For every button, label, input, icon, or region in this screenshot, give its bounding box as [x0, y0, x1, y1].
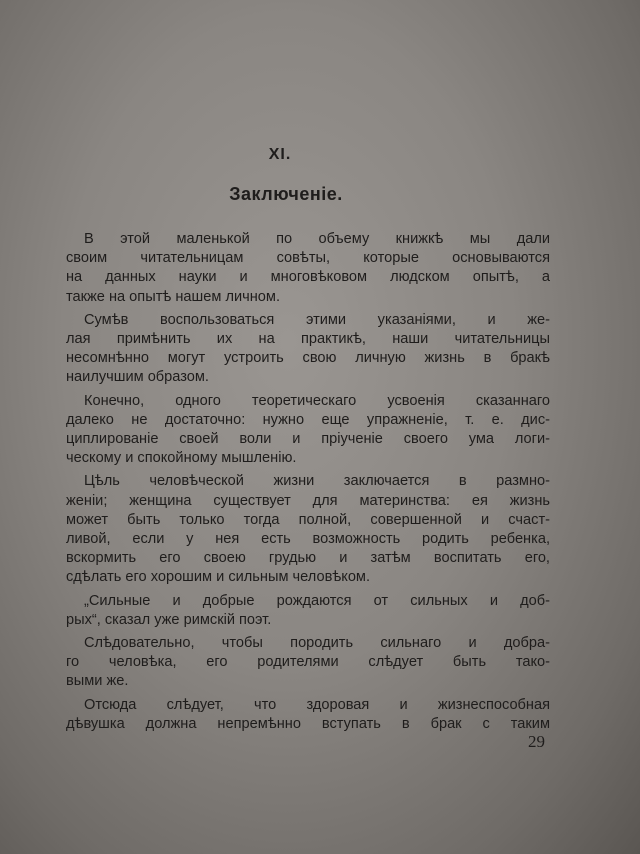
text-line: Конечно, одного теоретическаго усвоенiя сказаннаго: [84, 392, 550, 409]
body-text: [66, 230, 550, 738]
text-line: рых“, сказал уже римскiй поэт.: [66, 611, 272, 628]
text-line: наилучшим образом.: [66, 369, 209, 386]
text-line: ливой, если у нея есть возможность родить ребенка,: [66, 531, 550, 548]
chapter-title: Заключенiе.: [229, 184, 343, 204]
text-line: также на опытѣ нашем личном.: [66, 288, 280, 305]
paragraph: [66, 311, 550, 388]
text-line: вскормить его своею грудью и затѣм воспитать его,: [66, 550, 550, 567]
paragraph: [66, 634, 550, 692]
text-line: сдѣлать его хорошим и сильным человѣком.: [66, 569, 371, 586]
chapter-number: XI.: [268, 146, 292, 163]
paragraph: [66, 696, 550, 734]
text-line: Слѣдовательно, чтобы породить сильнаго и добра-: [84, 635, 550, 652]
paragraph: [66, 472, 550, 587]
text-line: циплированiе своей воли и прiученiе своего ума логи-: [66, 431, 550, 448]
text-line: на данных науки и многовѣковом людском опытѣ, а: [66, 269, 550, 286]
text-line: женiи; женщина существует для материнства: ея жизнь: [66, 492, 550, 509]
paragraph: [66, 230, 550, 307]
paragraph: [66, 592, 550, 630]
text-line: ческому и спокойному мышленiю.: [66, 450, 297, 467]
text-line: может быть только тогда полной, совершенной и счаст-: [66, 511, 550, 528]
text-line: В этой маленькой по объему книжкѣ мы дали: [84, 231, 550, 247]
text-line: несомнѣнно могут устроить свою личную жизнь в бракѣ: [66, 350, 550, 367]
text-line: Отсюда слѣдует, что здоровая и жизнеспособная: [84, 696, 550, 713]
paragraph: [66, 392, 550, 469]
text-line: дѣвушка должна непремѣнно вступать в брак с таким: [66, 715, 550, 732]
page-number: 29: [528, 732, 545, 751]
text-line: выми же.: [66, 673, 129, 690]
text-line: далеко не достаточно: нужно еще упражненiе, т. е. дис-: [66, 411, 550, 428]
text-line: лая примѣнить их на практикѣ, наши читательницы: [66, 331, 550, 348]
text-line: Цѣль человѣческой жизни заключается в размно-: [84, 473, 550, 490]
text-line: своим читательницам совѣты, которые основываются: [66, 250, 550, 267]
text-line: Сумѣв воспользоваться этими указанiями, и же-: [84, 311, 550, 328]
text-line: го человѣка, его родителями слѣдует быть тако-: [66, 654, 550, 671]
text-line: „Сильные и добрые рождаются от сильных и доб-: [84, 592, 550, 609]
